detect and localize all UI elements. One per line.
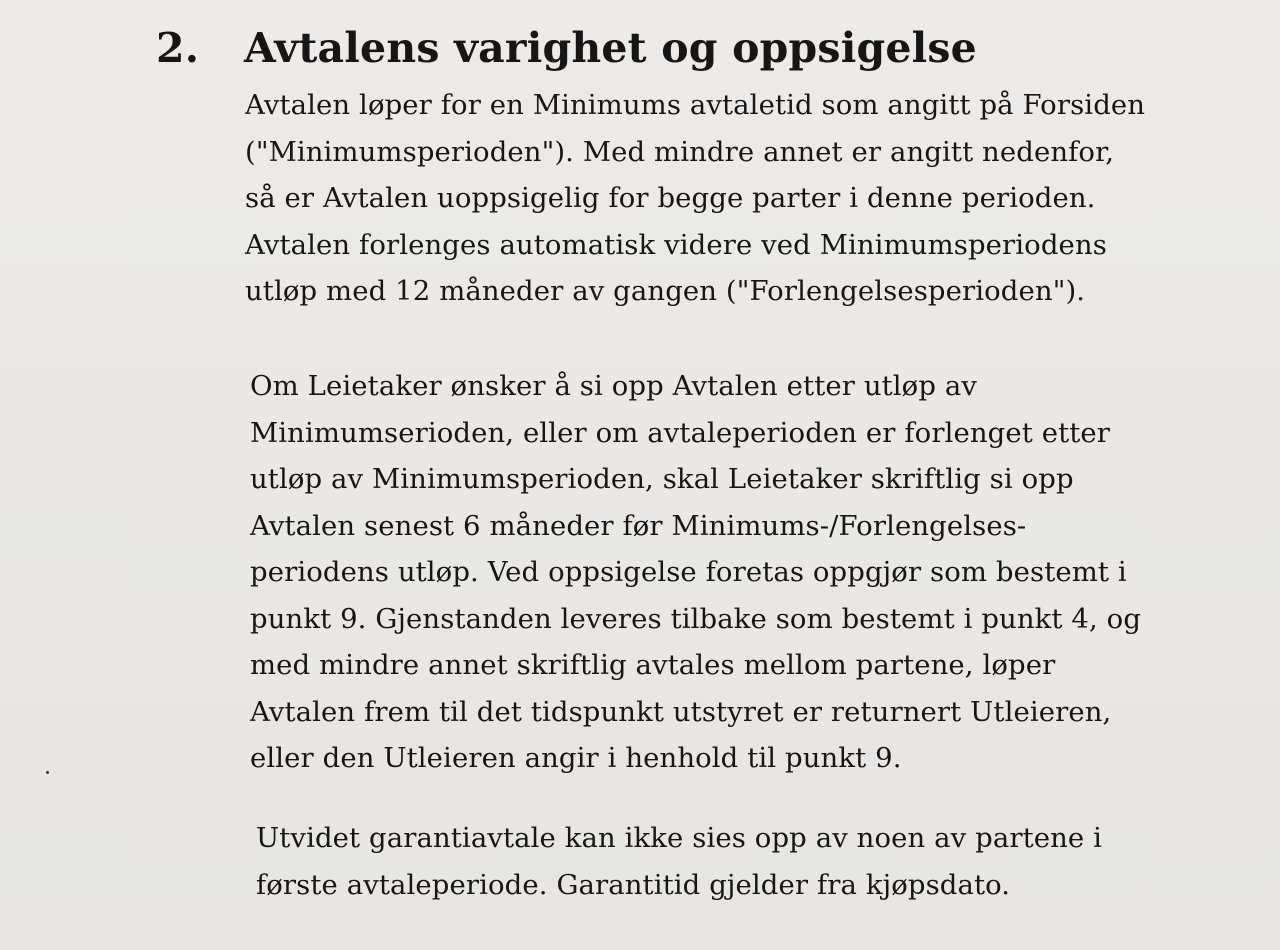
paragraph-line: med mindre annet skriftlig avtales mellom partene, løper — [250, 649, 1056, 681]
paragraph-duration — [245, 82, 1145, 315]
paragraph-warranty — [256, 815, 1102, 908]
paragraph-line: periodens utløp. Ved oppsigelse foretas oppgjør som bestemt i — [250, 556, 1127, 588]
paragraph-line: ("Minimumsperioden"). Med mindre annet er angitt nedenfor, — [245, 135, 1115, 168]
paragraph-line: så er Avtalen uoppsigelig for begge parter i denne perioden. — [245, 182, 1096, 214]
paragraph-line: første avtaleperiode. Garantitid gjelder fra kjøpsdato. — [256, 868, 1011, 901]
paragraph-line: utløp med 12 måneder av gangen ("Forlengelsesperioden"). — [245, 275, 1086, 307]
paragraph-line: Utvidet garantiavtale kan ikke sies opp av noen av partene i — [256, 822, 1103, 854]
paragraph-line: Avtalen senest 6 måneder før Minimums-/Forlengelses- — [250, 509, 1027, 542]
paragraph-line: utløp av Minimumsperioden, skal Leietaker skriftlig si opp — [250, 463, 1074, 495]
paragraph-line: punkt 9. Gjenstanden leveres tilbake som bestemt i punkt 4, og — [250, 602, 1142, 635]
paragraph-line: Avtalen frem til det tidspunkt utstyret er returnert Utleieren, — [250, 695, 1112, 728]
paragraph-line: Avtalen løper for en Minimums avtaletid som angitt på Forsiden — [245, 89, 1146, 121]
section-number: 2. — [156, 24, 200, 72]
section-heading — [156, 22, 977, 74]
section-title: Avtalens varighet og oppsigelse — [244, 24, 977, 72]
paragraph-line: eller den Utleieren angir i henhold til punkt 9. — [250, 742, 902, 774]
paragraph-line: Minimumserioden, eller om avtaleperioden er forlenget etter — [250, 416, 1111, 449]
paragraph-termination — [250, 363, 1141, 782]
dust-speck — [46, 771, 49, 774]
paragraph-line: Avtalen forlenges automatisk videre ved Minimumsperiodens — [245, 228, 1107, 261]
paragraph-line: Om Leietaker ønsker å si opp Avtalen etter utløp av — [250, 370, 978, 402]
